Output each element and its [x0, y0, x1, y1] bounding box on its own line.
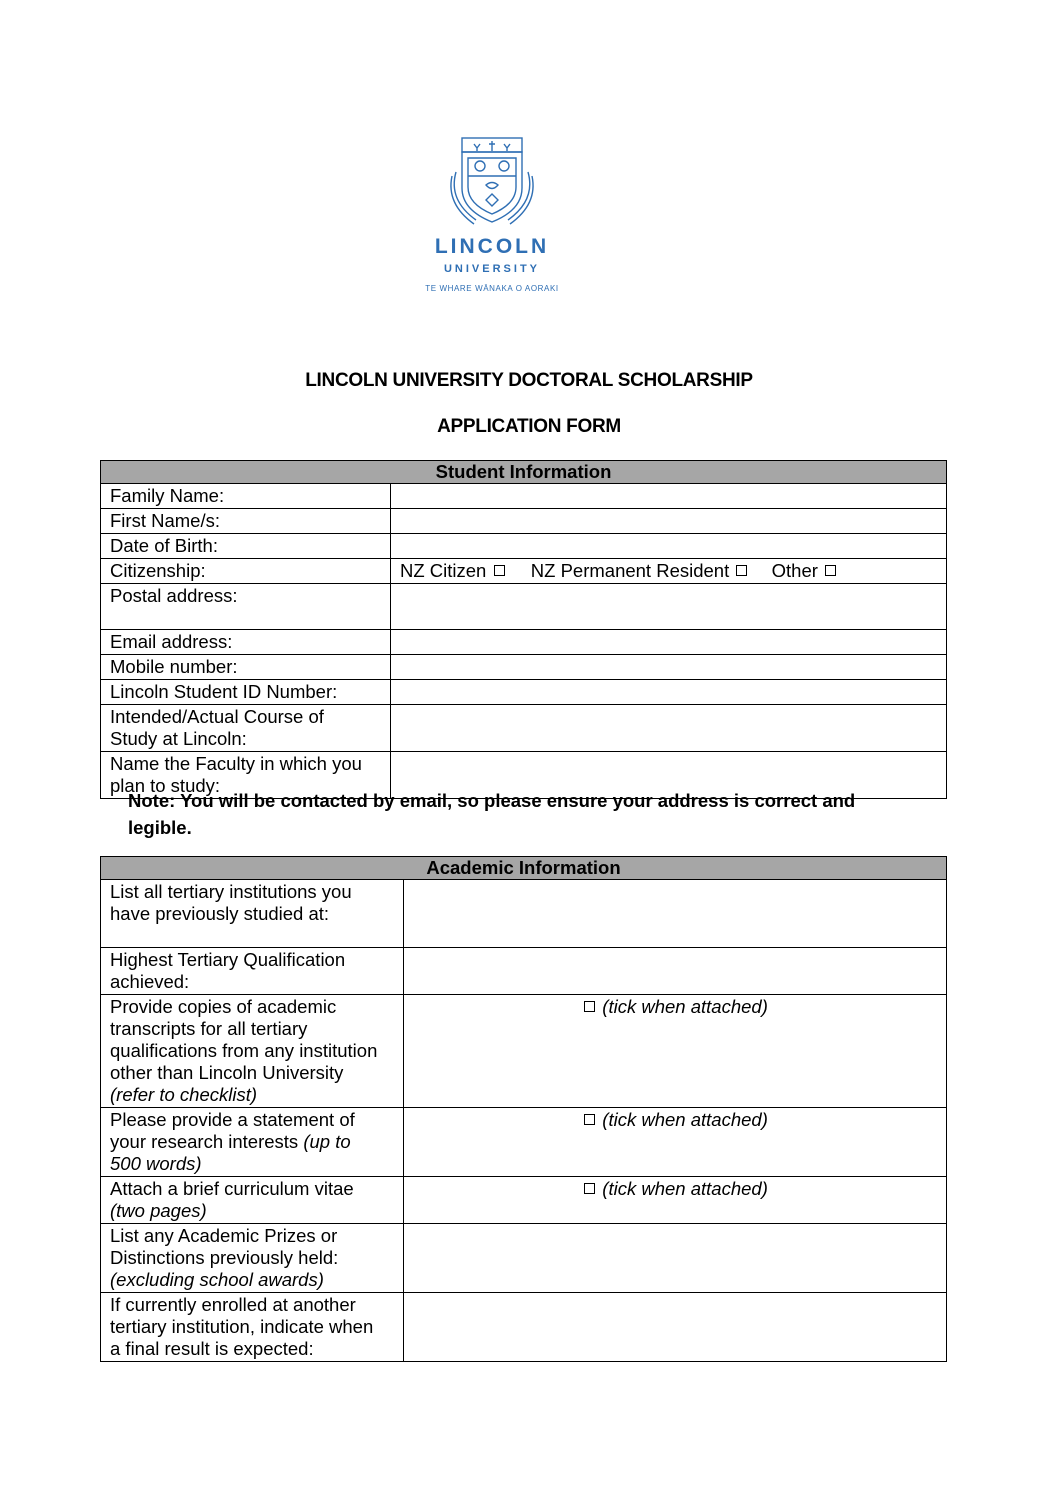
postal-address-label: Postal address:: [101, 584, 391, 630]
email-field[interactable]: [391, 630, 947, 655]
student-id-field[interactable]: [391, 680, 947, 705]
student-information-table: [100, 460, 947, 799]
statement-label-line: 500 words): [110, 1153, 202, 1174]
academic-header-row: [101, 857, 947, 880]
course-field[interactable]: [391, 705, 947, 752]
table-row: [101, 1224, 947, 1293]
university-logo: [410, 130, 574, 308]
table-row: [101, 705, 947, 752]
qualification-label-line: achieved:: [110, 971, 190, 992]
table-row: [101, 948, 947, 995]
table-row: [101, 484, 947, 509]
statement-tick-cell: [404, 1108, 947, 1177]
other-label: Other: [771, 560, 818, 581]
nz-citizen-label: NZ Citizen: [400, 560, 487, 581]
tick-instruction: (tick when attached): [602, 1178, 768, 1199]
table-row: [101, 534, 947, 559]
faculty-label-line: plan to study:: [110, 775, 221, 796]
faculty-label-line: Name the Faculty in which you: [110, 753, 362, 774]
note-line: legible.: [128, 817, 192, 838]
prizes-label: [101, 1224, 404, 1293]
institutions-label-line: List all tertiary institutions you: [110, 881, 352, 902]
mobile-field[interactable]: [391, 655, 947, 680]
institutions-field[interactable]: [404, 880, 947, 948]
table-row: [101, 995, 947, 1108]
cv-label: [101, 1177, 404, 1224]
tick-instruction: (tick when attached): [602, 1109, 768, 1130]
enrolled-label-line: tertiary institution, indicate when: [110, 1316, 374, 1337]
dob-field[interactable]: [391, 534, 947, 559]
postal-address-field[interactable]: [391, 584, 947, 630]
enrolled-label: [101, 1293, 404, 1362]
transcripts-label-line: Provide copies of academic: [110, 996, 337, 1017]
prizes-label-line: (excluding school awards): [110, 1269, 324, 1290]
enrolled-field[interactable]: [404, 1293, 947, 1362]
other-checkbox[interactable]: [825, 565, 836, 576]
table-row: [101, 655, 947, 680]
table-row: [101, 584, 947, 630]
statement-checkbox[interactable]: [584, 1114, 595, 1125]
first-name-label: First Name/s:: [101, 509, 391, 534]
section-header: Student Information: [101, 461, 947, 484]
transcripts-label-line: (refer to checklist): [110, 1084, 258, 1105]
enrolled-label-line: a final result is expected:: [110, 1338, 314, 1359]
course-label-line: Intended/Actual Course of: [110, 706, 324, 727]
table-row: [101, 680, 947, 705]
logo-tagline: TE WHARE WĀNAKA O AORAKI: [425, 284, 559, 293]
student-id-label: Lincoln Student ID Number:: [101, 680, 391, 705]
course-label-line: Study at Lincoln:: [110, 728, 247, 749]
transcripts-label-line: other than Lincoln University: [110, 1062, 344, 1083]
transcripts-tick-cell: [404, 995, 947, 1108]
student-header-row: [101, 461, 947, 484]
transcripts-label-line: qualifications from any institution: [110, 1040, 378, 1061]
table-row: [101, 559, 947, 584]
table-row: [101, 1293, 947, 1362]
page-subtitle: APPLICATION FORM: [437, 416, 621, 437]
crest-icon: [442, 130, 542, 228]
first-name-field[interactable]: [391, 509, 947, 534]
statement-word-limit: (up to: [303, 1131, 351, 1152]
table-row: [101, 630, 947, 655]
citizenship-label: Citizenship:: [101, 559, 391, 584]
table-row: [101, 880, 947, 948]
qualification-label: [101, 948, 404, 995]
nz-permanent-resident-checkbox[interactable]: [736, 565, 747, 576]
transcripts-label: [101, 995, 404, 1108]
table-row: [101, 1177, 947, 1224]
cv-tick-cell: [404, 1177, 947, 1224]
qualification-label-line: Highest Tertiary Qualification: [110, 949, 346, 970]
nz-permanent-resident-label: NZ Permanent Resident: [530, 560, 730, 581]
institutions-label: [101, 880, 404, 948]
logo-name: LINCOLN: [434, 235, 550, 258]
enrolled-label-line: If currently enrolled at another: [110, 1294, 356, 1315]
email-label: Email address:: [101, 630, 391, 655]
mobile-label: Mobile number:: [101, 655, 391, 680]
academic-information-table: [100, 856, 947, 1362]
family-name-label: Family Name:: [101, 484, 391, 509]
logo-subname: UNIVERSITY: [443, 263, 540, 275]
statement-text: your research interests: [110, 1131, 299, 1152]
nz-citizen-checkbox[interactable]: [494, 565, 505, 576]
transcripts-checkbox[interactable]: [584, 1001, 595, 1012]
statement-label: [101, 1108, 404, 1177]
dob-label: Date of Birth:: [101, 534, 391, 559]
table-row: [101, 1108, 947, 1177]
transcripts-label-line: transcripts for all tertiary: [110, 1018, 308, 1039]
note-line: Note: You will be contacted by email, so please ensure your address is correct and: [128, 790, 856, 811]
cv-label-line: Attach a brief curriculum vitae: [110, 1178, 354, 1199]
prizes-label-line: Distinctions previously held:: [110, 1247, 339, 1268]
qualification-field[interactable]: [404, 948, 947, 995]
prizes-field[interactable]: [404, 1224, 947, 1293]
cv-label-line: (two pages): [110, 1200, 207, 1221]
tick-instruction: (tick when attached): [602, 996, 768, 1017]
course-label: [101, 705, 391, 752]
family-name-field[interactable]: [391, 484, 947, 509]
cv-checkbox[interactable]: [584, 1183, 595, 1194]
statement-label-line: Please provide a statement of: [110, 1109, 355, 1130]
statement-label-line: [110, 1131, 394, 1153]
prizes-label-line: List any Academic Prizes or: [110, 1225, 338, 1246]
page-title: LINCOLN UNIVERSITY DOCTORAL SCHOLARSHIP: [305, 370, 753, 391]
citizenship-options: [391, 559, 947, 584]
section-header: Academic Information: [101, 857, 947, 880]
table-row: [101, 509, 947, 534]
email-note: [128, 787, 928, 841]
institutions-label-line: have previously studied at:: [110, 903, 330, 924]
